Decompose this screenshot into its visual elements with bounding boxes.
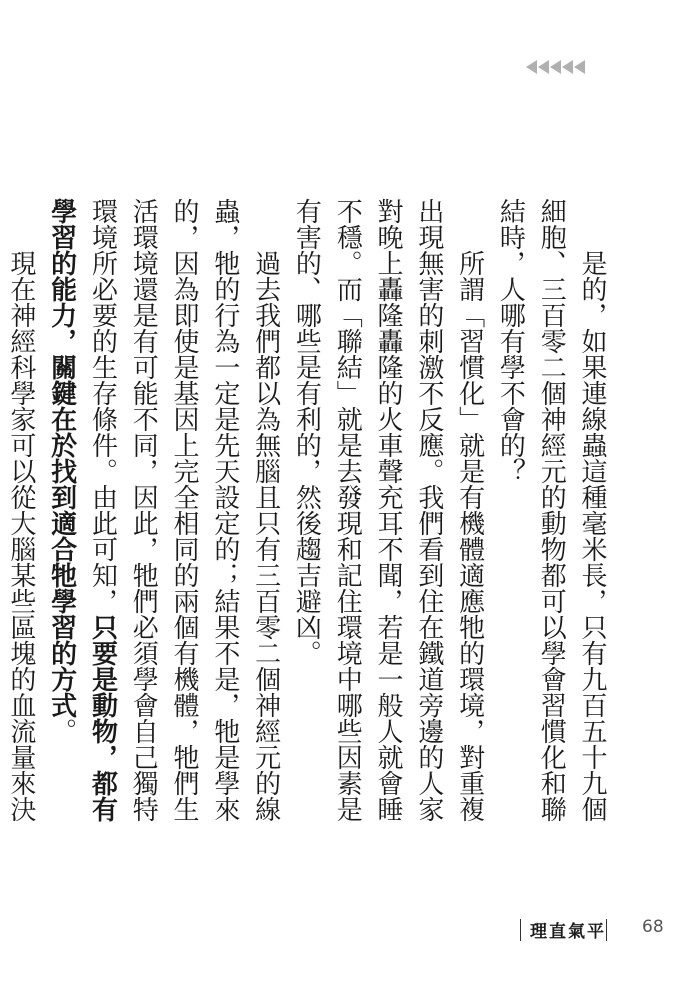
paragraph — [286, 198, 490, 840]
paragraph-text: 過去我們都以為無腦且只有三百零二個神經元的線蟲，牠的行為一定是先天設定的；結果不是，牠是學來的，因為即使是基因上完全相同的兩個有機體，牠們生活環境還是有可能不同，因此，牠們必須學會自己獨特環境所必要的生存條件。由此可知， — [87, 198, 281, 822]
book-title: 理直氣平 — [530, 922, 606, 942]
page-number: 68 — [642, 917, 664, 937]
paragraph-text: 所謂「習慣化」就是有機體適應牠的環境，對重複出現無害的刺激不反應。我們看到住在鐵道旁邊的人家對晚上轟隆轟隆的火車聲充耳不聞，若是一般人就會睡不穩。而「聯結」就是去發現和記住環境中哪些因素是有害的、哪些是有利的，然後趨吉避凶。 — [291, 198, 485, 822]
paragraph-text: 。 — [46, 718, 77, 744]
paragraph-text: 是的，如果連線蟲這種毫米長，只有九百五十九個細胞、三百零二個神經元的動物都可以學會習慣化和聯結時，人哪有學不會的？ — [495, 198, 607, 822]
footer-divider — [520, 919, 521, 941]
page-footer — [520, 915, 680, 945]
footer-divider — [606, 919, 607, 941]
vertical-text-columns — [0, 198, 612, 840]
paragraph — [41, 198, 286, 840]
paragraph-text: 現在神經科學家可以從大腦某些區塊的血流量來決 — [5, 250, 36, 822]
paragraph — [0, 198, 41, 840]
body-text — [0, 198, 612, 840]
emphasis-text: 只要是動物，都有學習的能力，關鍵在於找到適合牠學習的方式 — [46, 198, 118, 822]
left-arrows-ornament-icon — [526, 60, 590, 76]
paragraph — [490, 198, 612, 840]
